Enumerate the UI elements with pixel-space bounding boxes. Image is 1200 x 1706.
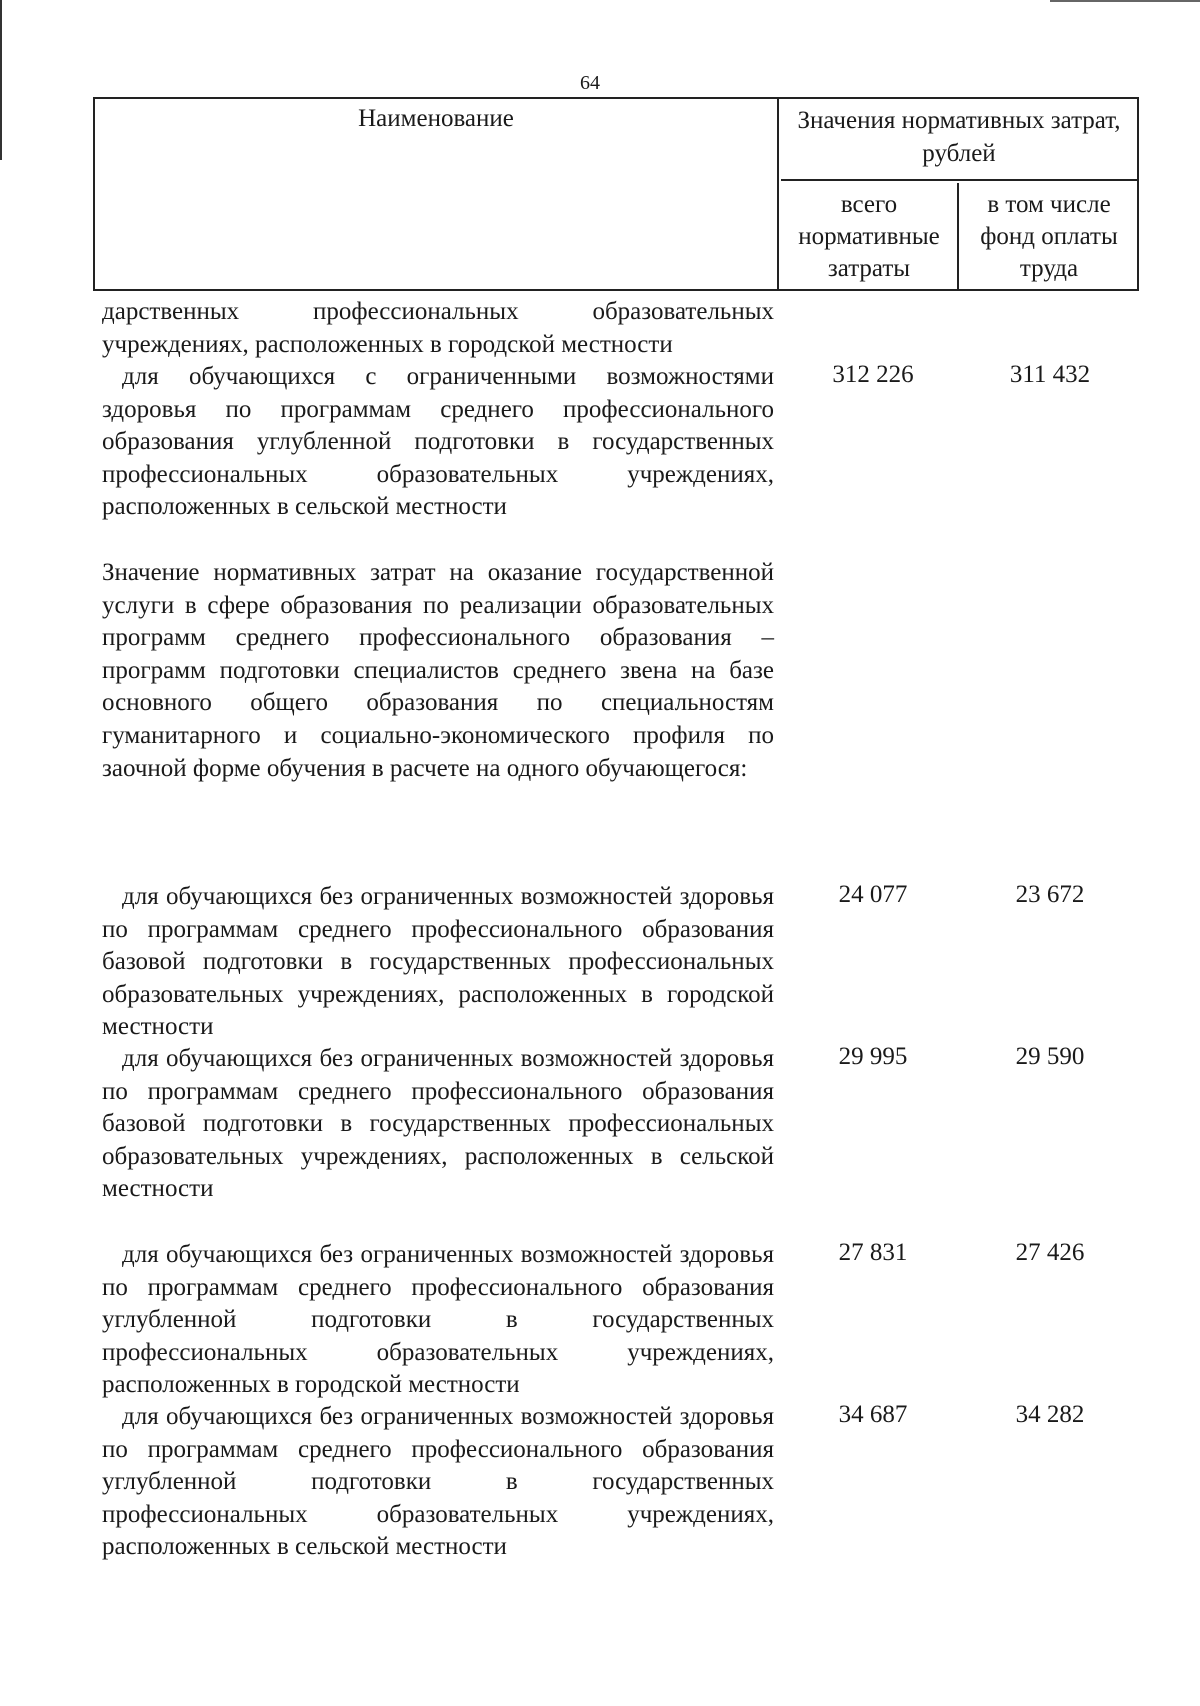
table-row-text: для обучающихся без ограниченных возможностей здоровья по программам среднего профессионального образования базовой подготовки в государственных профессиональных образовательных учреждениях, расположенных в сельской местности <box>102 1045 774 1203</box>
table-row-text: для обучающихся без ограниченных возможностей здоровья по программам среднего профессионального образования базовой подготовки в государственных профессиональных образовательных учреждениях, расположенных в городской местности <box>102 883 774 1041</box>
table-cell-total: 312 226 <box>832 361 914 388</box>
table-cell-wage: 27 426 <box>1015 1239 1085 1266</box>
table-header <box>93 97 1139 291</box>
page-number: 64 <box>580 72 600 94</box>
table-row-text: для обучающихся без ограниченных возможностей здоровья по программам среднего профессионального образования углубленной подготовки в государственных профессиональных образовательных учреждениях, расположенных в сельской местности <box>102 1403 774 1561</box>
table-cell-total: 27 831 <box>838 1239 908 1266</box>
scan-edge-line <box>1050 0 1200 2</box>
table-cell-wage: 311 432 <box>1009 361 1091 388</box>
table-cell-total: 24 077 <box>838 881 908 908</box>
table-cell-total: 29 995 <box>838 1043 908 1070</box>
column-header-values: Значения нормативных затрат, рублей <box>781 99 1137 181</box>
table-cell-total: 34 687 <box>838 1401 908 1428</box>
column-header-wage: в том числе фонд оплаты труда <box>980 191 1118 282</box>
table-row-text: дарственных профессиональных образовательных учреждениях, расположенных в городской местности <box>102 298 774 358</box>
table-row-text: для обучающихся с ограниченными возможностями здоровья по программам среднего профессионального образования углубленной подготовки в государственных профессиональных образовательных учреждениях, расположенных в сельской местности <box>102 363 774 521</box>
table-row-text: для обучающихся без ограниченных возможностей здоровья по программам среднего профессионального образования углубленной подготовки в государственных профессиональных образовательных учреждениях, расположенных в городской местности <box>102 1241 774 1399</box>
table-cell-wage: 23 672 <box>1015 881 1085 908</box>
section-heading-text: Значение нормативных затрат на оказание государственной услуги в сфере образования по реализации образовательных программ среднего профессионального образования – программ подготовки специалистов среднего звена на базе основного общего образования по специальностям гуманитарного и социально-экономического профиля по заочной форме обучения в расчете на одного обучающегося: <box>102 559 774 782</box>
scan-edge-line <box>0 0 2 160</box>
column-header-total: всего нормативные затраты <box>781 183 959 289</box>
column-header-name: Наименование <box>95 99 779 289</box>
table-cell-wage: 29 590 <box>1015 1043 1085 1070</box>
table-cell-wage: 34 282 <box>1015 1401 1085 1428</box>
